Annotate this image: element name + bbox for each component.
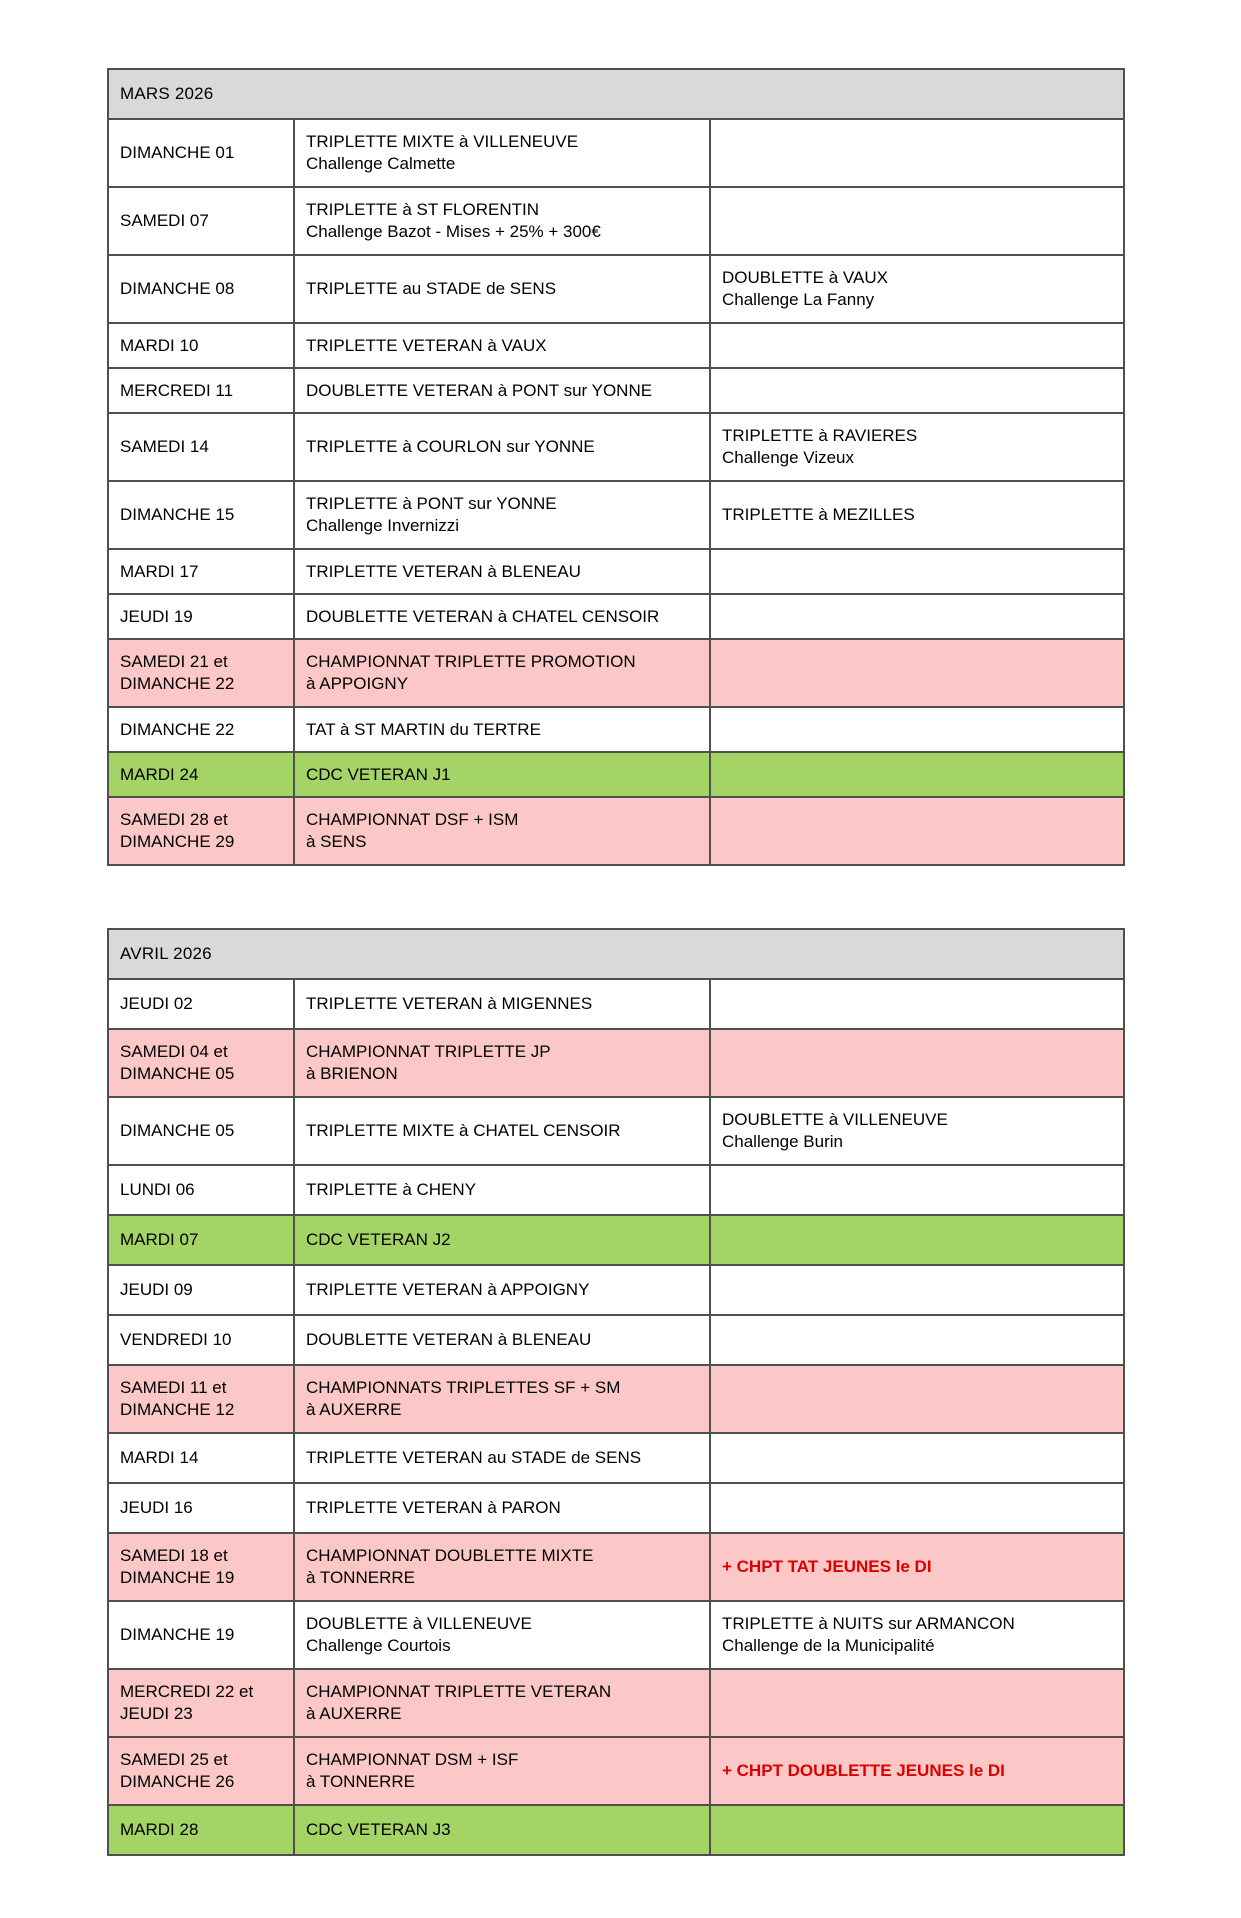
event-cell (294, 1533, 710, 1601)
date-cell (108, 594, 294, 639)
date-cell-line: MARDI 17 (120, 561, 199, 581)
event-cell (294, 1669, 710, 1737)
event-cell (294, 752, 710, 797)
date-cell (108, 752, 294, 797)
date-cell-line: JEUDI 23 (120, 1704, 193, 1723)
event-cell (294, 1215, 710, 1265)
event-cell (294, 1483, 710, 1533)
date-cell-line: DIMANCHE 29 (120, 832, 235, 851)
extra-cell (710, 1601, 1124, 1669)
extra-cell-line: TRIPLETTE à RAVIERES (722, 426, 918, 445)
date-cell-line: SAMEDI 11 et (120, 1378, 227, 1397)
extra-cell (710, 1365, 1124, 1433)
event-cell-line: CHAMPIONNAT TRIPLETTE JP (306, 1042, 551, 1061)
date-cell-line: MERCREDI 22 et (120, 1682, 254, 1701)
table-row (108, 1029, 1124, 1097)
date-cell (108, 1265, 294, 1315)
table-row (108, 1365, 1124, 1433)
table-row (108, 1165, 1124, 1215)
event-cell (294, 1097, 710, 1165)
date-cell-line: MARDI 28 (120, 1820, 199, 1839)
extra-cell (710, 1215, 1124, 1265)
event-cell-line: DOUBLETTE VETERAN à PONT sur YONNE (306, 380, 653, 400)
date-cell (108, 1029, 294, 1097)
table-row (108, 255, 1124, 323)
event-cell (294, 1433, 710, 1483)
event-cell-line: DOUBLETTE à VILLENEUVE (306, 1614, 532, 1633)
date-cell-line: MERCREDI 11 (120, 380, 234, 400)
extra-cell-line: Challenge La Fanny (722, 290, 875, 309)
event-cell-line: DOUBLETTE VETERAN à BLENEAU (306, 1330, 592, 1349)
table-row (108, 1805, 1124, 1855)
event-cell-line: à TONNERRE (306, 1568, 415, 1587)
date-cell (108, 1601, 294, 1669)
event-cell-line: à BRIENON (306, 1064, 398, 1083)
table-row (108, 1433, 1124, 1483)
date-cell (108, 368, 294, 413)
extra-cell (710, 481, 1124, 549)
event-cell (294, 1601, 710, 1669)
table-row (108, 594, 1124, 639)
table-row (108, 368, 1124, 413)
month-header-row (108, 929, 1124, 979)
month-table (107, 928, 1125, 1856)
extra-cell (710, 1737, 1124, 1805)
table-row (108, 639, 1124, 707)
event-cell-line: TRIPLETTE au STADE de SENS (306, 279, 557, 298)
event-cell-line: TRIPLETTE VETERAN à APPOIGNY (306, 1280, 590, 1299)
date-cell (108, 639, 294, 707)
date-cell (108, 413, 294, 481)
extra-cell (710, 1483, 1124, 1533)
month-table (107, 68, 1125, 866)
table-row (108, 752, 1124, 797)
extra-cell (710, 1433, 1124, 1483)
date-cell (108, 1669, 294, 1737)
event-cell-line: TAT à ST MARTIN du TERTRE (306, 719, 541, 739)
extra-cell (710, 1669, 1124, 1737)
date-cell-line: DIMANCHE 15 (120, 505, 235, 524)
table-row (108, 1265, 1124, 1315)
event-cell-line: à AUXERRE (306, 1400, 402, 1419)
event-cell-line: TRIPLETTE à COURLON sur YONNE (306, 437, 595, 456)
event-cell-line: CDC VETERAN J1 (306, 764, 451, 784)
event-cell-line: à SENS (306, 832, 367, 851)
extra-cell (710, 752, 1124, 797)
date-cell (108, 1315, 294, 1365)
event-cell (294, 1265, 710, 1315)
event-cell-line: Challenge Courtois (306, 1636, 451, 1655)
table-row (108, 187, 1124, 255)
event-cell-line: TRIPLETTE à CHENY (306, 1180, 477, 1199)
date-cell (108, 1483, 294, 1533)
date-cell (108, 1805, 294, 1855)
table-row (108, 1737, 1124, 1805)
event-cell-line: Challenge Calmette (306, 154, 456, 173)
extra-cell (710, 368, 1124, 413)
event-cell (294, 707, 710, 752)
extra-cell (710, 187, 1124, 255)
date-cell (108, 1365, 294, 1433)
extra-cell-line: Challenge Burin (722, 1132, 843, 1151)
date-cell-line: SAMEDI 28 et (120, 810, 228, 829)
date-cell-line: DIMANCHE 26 (120, 1772, 235, 1791)
date-cell (108, 1165, 294, 1215)
date-cell-line: DIMANCHE 05 (120, 1064, 235, 1083)
table-row (108, 549, 1124, 594)
calendar-document (107, 68, 1123, 1918)
event-cell (294, 119, 710, 187)
date-cell (108, 255, 294, 323)
date-cell-line: VENDREDI 10 (120, 1330, 232, 1349)
event-cell-line: à TONNERRE (306, 1772, 415, 1791)
event-cell-line: TRIPLETTE VETERAN au STADE de SENS (306, 1448, 642, 1467)
date-cell-line: JEUDI 02 (120, 994, 193, 1013)
event-cell (294, 1805, 710, 1855)
extra-cell-line: TRIPLETTE à MEZILLES (722, 505, 915, 524)
extra-cell (710, 323, 1124, 368)
event-cell (294, 187, 710, 255)
date-cell-line: DIMANCHE 22 (120, 719, 235, 739)
date-cell (108, 707, 294, 752)
event-cell (294, 1165, 710, 1215)
date-cell (108, 797, 294, 865)
date-cell-line: MARDI 14 (120, 1448, 199, 1467)
extra-cell-line: DOUBLETTE à VAUX (722, 268, 888, 287)
event-cell (294, 549, 710, 594)
event-cell-line: TRIPLETTE à ST FLORENTIN (306, 200, 540, 219)
event-cell (294, 255, 710, 323)
month-title: AVRIL 2026 (108, 929, 1124, 979)
month-title: MARS 2026 (108, 69, 1124, 119)
extra-cell (710, 639, 1124, 707)
month-header-row (108, 69, 1124, 119)
date-cell (108, 1097, 294, 1165)
extra-cell (710, 1805, 1124, 1855)
event-cell-line: CHAMPIONNAT DSF + ISM (306, 810, 519, 829)
extra-cell-line: Challenge de la Municipalité (722, 1636, 935, 1655)
table-row (108, 1097, 1124, 1165)
event-cell-line: TRIPLETTE VETERAN à PARON (306, 1498, 561, 1517)
date-cell (108, 1433, 294, 1483)
table-row (108, 1483, 1124, 1533)
extra-cell (710, 413, 1124, 481)
extra-cell (710, 979, 1124, 1029)
date-cell (108, 187, 294, 255)
date-cell (108, 1737, 294, 1805)
event-cell-line: DOUBLETTE VETERAN à CHATEL CENSOIR (306, 606, 660, 626)
date-cell (108, 119, 294, 187)
event-cell-line: CHAMPIONNAT TRIPLETTE VETERAN (306, 1682, 612, 1701)
event-cell (294, 1315, 710, 1365)
date-cell-line: SAMEDI 25 et (120, 1750, 228, 1769)
table-row (108, 797, 1124, 865)
table-row (108, 323, 1124, 368)
event-cell-line: TRIPLETTE MIXTE à CHATEL CENSOIR (306, 1121, 621, 1140)
date-cell-line: SAMEDI 07 (120, 211, 209, 230)
extra-cell-line: Challenge Vizeux (722, 448, 854, 467)
date-cell (108, 481, 294, 549)
date-cell-line: DIMANCHE 22 (120, 674, 235, 693)
event-cell (294, 323, 710, 368)
date-cell (108, 549, 294, 594)
event-cell-line: CHAMPIONNAT DSM + ISF (306, 1750, 519, 1769)
table-row (108, 1215, 1124, 1265)
extra-cell (710, 119, 1124, 187)
table-row (108, 1533, 1124, 1601)
date-cell (108, 323, 294, 368)
date-cell-line: SAMEDI 04 et (120, 1042, 228, 1061)
table-row (108, 1601, 1124, 1669)
event-cell-line: à AUXERRE (306, 1704, 402, 1723)
date-cell-line: LUNDI 06 (120, 1180, 195, 1199)
date-cell-line: DIMANCHE 19 (120, 1568, 235, 1587)
event-cell (294, 1365, 710, 1433)
event-cell-line: TRIPLETTE MIXTE à VILLENEUVE (306, 132, 579, 151)
event-cell (294, 797, 710, 865)
event-cell-line: TRIPLETTE VETERAN à BLENEAU (306, 561, 581, 581)
date-cell-line: DIMANCHE 12 (120, 1400, 235, 1419)
event-cell-line: CDC VETERAN J2 (306, 1230, 451, 1249)
event-cell-line: à APPOIGNY (306, 674, 409, 693)
extra-cell (710, 549, 1124, 594)
date-cell-line: MARDI 07 (120, 1230, 199, 1249)
event-cell-line: Challenge Bazot - Mises + 25% + 300€ (306, 222, 601, 241)
event-cell-line: CDC VETERAN J3 (306, 1820, 451, 1839)
table-row (108, 1669, 1124, 1737)
table-row (108, 979, 1124, 1029)
event-cell (294, 979, 710, 1029)
table-row (108, 707, 1124, 752)
extra-cell (710, 255, 1124, 323)
event-cell-line: CHAMPIONNATS TRIPLETTES SF + SM (306, 1378, 621, 1397)
event-cell-line: TRIPLETTE VETERAN à MIGENNES (306, 994, 593, 1013)
date-cell-line: SAMEDI 18 et (120, 1546, 228, 1565)
event-cell (294, 594, 710, 639)
event-cell-line: Challenge Invernizzi (306, 516, 460, 535)
date-cell-line: JEUDI 09 (120, 1280, 193, 1299)
extra-cell-line: DOUBLETTE à VILLENEUVE (722, 1110, 948, 1129)
event-cell (294, 413, 710, 481)
date-cell (108, 1215, 294, 1265)
table-row (108, 119, 1124, 187)
date-cell (108, 979, 294, 1029)
event-cell (294, 481, 710, 549)
extra-cell (710, 707, 1124, 752)
table-row (108, 1315, 1124, 1365)
extra-cell (710, 797, 1124, 865)
extra-cell (710, 1533, 1124, 1601)
table-row (108, 413, 1124, 481)
event-cell-line: CHAMPIONNAT TRIPLETTE PROMOTION (306, 652, 636, 671)
extra-cell (710, 1029, 1124, 1097)
event-cell (294, 368, 710, 413)
extra-cell-line: TRIPLETTE à NUITS sur ARMANCON (722, 1614, 1015, 1633)
extra-cell (710, 1097, 1124, 1165)
date-cell-line: SAMEDI 21 et (120, 652, 228, 671)
extra-cell (710, 594, 1124, 639)
date-cell-line: DIMANCHE 19 (120, 1625, 235, 1644)
date-cell-line: DIMANCHE 05 (120, 1121, 235, 1140)
date-cell-line: JEUDI 19 (120, 606, 193, 626)
event-cell (294, 1029, 710, 1097)
event-cell-line: TRIPLETTE à PONT sur YONNE (306, 494, 557, 513)
extra-cell (710, 1315, 1124, 1365)
date-cell-line: MARDI 24 (120, 764, 199, 784)
date-cell-line: MARDI 10 (120, 335, 199, 355)
table-row (108, 481, 1124, 549)
event-cell-line: CHAMPIONNAT DOUBLETTE MIXTE (306, 1546, 594, 1565)
event-cell (294, 1737, 710, 1805)
extra-cell-line: + CHPT DOUBLETTE JEUNES le DI (722, 1761, 1005, 1780)
extra-cell (710, 1165, 1124, 1215)
date-cell (108, 1533, 294, 1601)
event-cell (294, 639, 710, 707)
date-cell-line: DIMANCHE 01 (120, 143, 235, 162)
extra-cell-line: + CHPT TAT JEUNES le DI (722, 1557, 932, 1576)
event-cell-line: TRIPLETTE VETERAN à VAUX (306, 335, 547, 355)
date-cell-line: SAMEDI 14 (120, 437, 209, 456)
date-cell-line: JEUDI 16 (120, 1498, 193, 1517)
date-cell-line: DIMANCHE 08 (120, 279, 235, 298)
extra-cell (710, 1265, 1124, 1315)
